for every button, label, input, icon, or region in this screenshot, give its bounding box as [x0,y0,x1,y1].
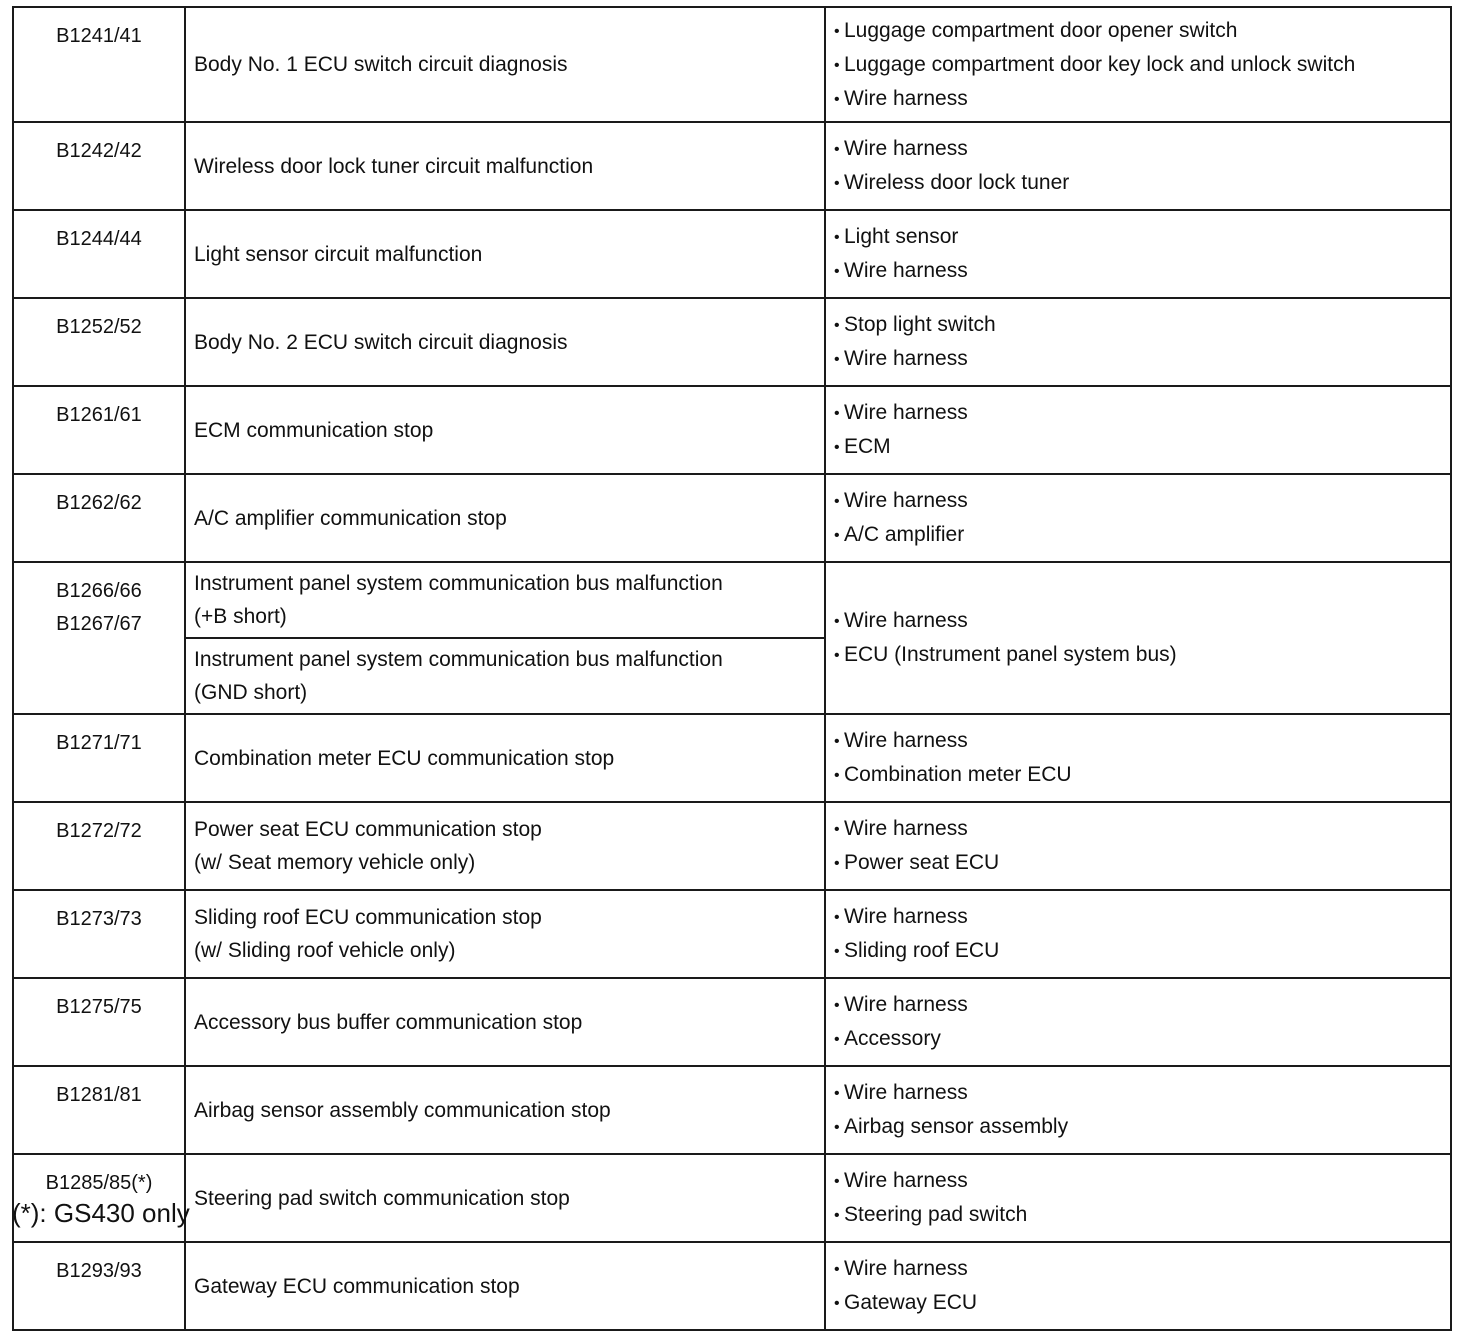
trouble-area-text: Wire harness [844,401,968,424]
dtc-code-line: B1267/67 [56,613,142,635]
trouble-area-text: Wireless door lock tuner [844,171,1070,194]
detection-item-line: Body No. 1 ECU switch circuit diagnosis [194,53,568,76]
detection-item-cell [185,1242,825,1330]
trouble-area-item [834,812,1450,846]
table-row [13,1154,1451,1242]
dtc-code-line: B1271/71 [56,732,142,754]
trouble-area-cell [825,1066,1451,1154]
trouble-area-item [834,1110,1450,1144]
trouble-area-text: Luggage compartment door key lock and unlock switch [844,52,1356,76]
dtc-code-line: B1293/93 [56,1260,142,1282]
detection-item-line: Airbag sensor assembly communication stop [194,1098,611,1122]
detection-item-cell [185,562,825,638]
detection-item-line: Wireless door lock tuner circuit malfunction [194,154,594,178]
trouble-area-cell [825,386,1451,474]
detection-item-line: (GND short) [194,681,308,704]
trouble-area-item [834,846,1450,880]
trouble-area-cell [825,1242,1451,1330]
trouble-area-item [834,1252,1450,1286]
dtc-table-body [13,7,1451,1330]
dtc-code-line: B1266/66 [56,580,142,602]
trouble-area-text: Power seat ECU [844,851,1000,874]
trouble-area-cell [825,890,1451,978]
trouble-area-item [834,220,1450,254]
table-row [13,386,1451,474]
table-row [13,7,1451,122]
dtc-code-line: B1272/72 [56,820,142,842]
bullet-icon: • [834,909,840,926]
detection-item-line: Sliding roof ECU communication stop [194,906,542,929]
trouble-area-text: Wire harness [844,347,968,370]
bullet-icon: • [834,733,840,750]
dtc-code-cell [13,210,185,298]
table-row [13,1242,1451,1330]
trouble-area-item [834,308,1450,342]
trouble-area-item [834,82,1450,116]
dtc-code-line: B1281/81 [56,1084,142,1106]
detection-item-cell [185,210,825,298]
dtc-code-cell [13,474,185,562]
detection-item-cell [185,1066,825,1154]
bullet-icon: • [834,613,840,630]
trouble-area-text: Wire harness [844,817,968,840]
trouble-area-text: Airbag sensor assembly [844,1115,1069,1138]
detection-item-line: Gateway ECU communication stop [194,1274,520,1298]
detection-item-line: Combination meter ECU communication stop [194,746,615,770]
trouble-area-text: Wire harness [844,905,968,928]
trouble-area-item [834,518,1450,552]
trouble-area-text: Light sensor [844,225,959,248]
trouble-area-cell [825,978,1451,1066]
trouble-area-item [834,342,1450,376]
detection-item-cell [185,474,825,562]
trouble-area-text: Combination meter ECU [844,763,1072,786]
bullet-icon: • [834,1031,840,1048]
trouble-area-text: Gateway ECU [844,1291,978,1314]
trouble-area-item [834,988,1450,1022]
table-row [13,1066,1451,1154]
dtc-code-cell [13,978,185,1066]
trouble-area-text: Wire harness [844,1169,968,1192]
trouble-area-cell [825,298,1451,386]
trouble-area-item [834,934,1450,968]
dtc-code-line: B1262/62 [56,492,142,514]
detection-item-line: Light sensor circuit malfunction [194,242,483,266]
dtc-code-cell [13,298,185,386]
trouble-area-item [834,1164,1450,1198]
detection-item-cell [185,714,825,802]
bullet-icon: • [834,405,840,422]
trouble-area-item [834,396,1450,430]
trouble-area-item [834,758,1450,792]
bullet-icon: • [834,527,840,544]
bullet-icon: • [834,439,840,456]
detection-item-cell [185,122,825,210]
table-row [13,562,1451,638]
bullet-icon: • [834,141,840,158]
table-row [13,802,1451,890]
table-row [13,978,1451,1066]
table-row [13,714,1451,802]
bullet-icon: • [834,1119,840,1136]
trouble-area-text: Steering pad switch [844,1203,1028,1226]
trouble-area-text: ECM [844,435,891,458]
detection-item-cell [185,638,825,714]
trouble-area-text: Accessory [844,1027,941,1050]
trouble-area-item [834,724,1450,758]
bullet-icon: • [834,175,840,192]
trouble-area-text: A/C amplifier [844,523,965,546]
trouble-area-item [834,430,1450,464]
trouble-area-item [834,48,1450,82]
detection-item-cell [185,7,825,122]
trouble-area-item [834,1198,1450,1232]
trouble-area-text: Wire harness [844,993,968,1016]
trouble-area-text: Wire harness [844,1081,968,1104]
dtc-code-line: B1273/73 [56,908,142,930]
trouble-area-text: Wire harness [844,489,968,512]
dtc-table [12,6,1452,1331]
bullet-icon: • [834,317,840,334]
trouble-area-cell [825,714,1451,802]
dtc-code-line: B1244/44 [56,228,142,250]
bullet-icon: • [834,351,840,368]
trouble-area-text: ECU (Instrument panel system bus) [844,643,1177,666]
trouble-area-item [834,14,1450,48]
detection-item-line: ECM communication stop [194,418,434,442]
detection-item-line: Power seat ECU communication stop [194,818,542,841]
trouble-area-item [834,484,1450,518]
bullet-icon: • [834,1261,840,1278]
detection-item-cell [185,802,825,890]
detection-item-line: Steering pad switch communication stop [194,1186,570,1210]
bullet-icon: • [834,493,840,510]
trouble-area-text: Wire harness [844,86,968,110]
dtc-code-line: B1252/52 [56,316,142,338]
trouble-area-text: Wire harness [844,609,968,632]
dtc-code-cell [13,7,185,122]
bullet-icon: • [834,1173,840,1190]
dtc-code-cell [13,890,185,978]
trouble-area-item [834,254,1450,288]
bullet-icon: • [834,22,840,40]
dtc-code-cell [13,122,185,210]
trouble-area-text: Luggage compartment door opener switch [844,18,1238,42]
trouble-area-item [834,1022,1450,1056]
dtc-code-cell [13,562,185,714]
bullet-icon: • [834,1207,840,1224]
dtc-code-line: B1275/75 [56,996,142,1018]
trouble-area-cell [825,1154,1451,1242]
detection-item-line: (+B short) [194,605,287,628]
dtc-code-line: B1242/42 [56,140,142,162]
detection-item-line: (w/ Sliding roof vehicle only) [194,939,456,962]
dtc-code-cell [13,1066,185,1154]
detection-item-cell [185,978,825,1066]
trouble-area-text: Stop light switch [844,313,996,336]
trouble-area-text: Wire harness [844,137,968,160]
trouble-area-item [834,900,1450,934]
bullet-icon: • [834,767,840,784]
detection-item-cell [185,298,825,386]
bullet-icon: • [834,821,840,838]
dtc-code-line: B1261/61 [56,404,142,426]
detection-item-line: Instrument panel system communication bus malfunction [194,572,723,595]
table-row [13,122,1451,210]
trouble-area-cell [825,802,1451,890]
dtc-code-cell [13,386,185,474]
trouble-area-item [834,1076,1450,1110]
trouble-area-item [834,132,1450,166]
trouble-area-cell [825,474,1451,562]
bullet-icon: • [834,90,840,108]
detection-item-line: Instrument panel system communication bus malfunction [194,648,723,671]
trouble-area-cell [825,210,1451,298]
bullet-icon: • [834,1295,840,1312]
detection-item-cell [185,1154,825,1242]
detection-item-cell [185,890,825,978]
table-row [13,474,1451,562]
bullet-icon: • [834,56,840,74]
trouble-area-item [834,1286,1450,1320]
bullet-icon: • [834,229,840,246]
detection-item-line: (w/ Seat memory vehicle only) [194,851,476,874]
detection-item-line: A/C amplifier communication stop [194,506,507,530]
trouble-area-text: Wire harness [844,729,968,752]
trouble-area-cell [825,7,1451,122]
trouble-area-item [834,604,1450,638]
dtc-code-cell [13,1242,185,1330]
dtc-code-cell [13,714,185,802]
trouble-area-item [834,166,1450,200]
trouble-area-text: Sliding roof ECU [844,939,1000,962]
trouble-area-cell [825,562,1451,714]
dtc-code-cell [13,802,185,890]
bullet-icon: • [834,997,840,1014]
detection-item-line: Body No. 2 ECU switch circuit diagnosis [194,330,568,354]
footnote: (*): GS430 only [12,1198,190,1228]
bullet-icon: • [834,943,840,960]
trouble-area-cell [825,122,1451,210]
bullet-icon: • [834,855,840,872]
table-row [13,890,1451,978]
bullet-icon: • [834,1085,840,1102]
detection-item-cell [185,386,825,474]
bullet-icon: • [834,263,840,280]
trouble-area-text: Wire harness [844,259,968,282]
trouble-area-item [834,638,1450,672]
dtc-code-line: B1241/41 [56,25,142,47]
table-row [13,210,1451,298]
table-row [13,298,1451,386]
trouble-area-text: Wire harness [844,1257,968,1280]
bullet-icon: • [834,647,840,664]
detection-item-line: Accessory bus buffer communication stop [194,1010,583,1034]
dtc-code-line: B1285/85(*) [45,1172,153,1194]
